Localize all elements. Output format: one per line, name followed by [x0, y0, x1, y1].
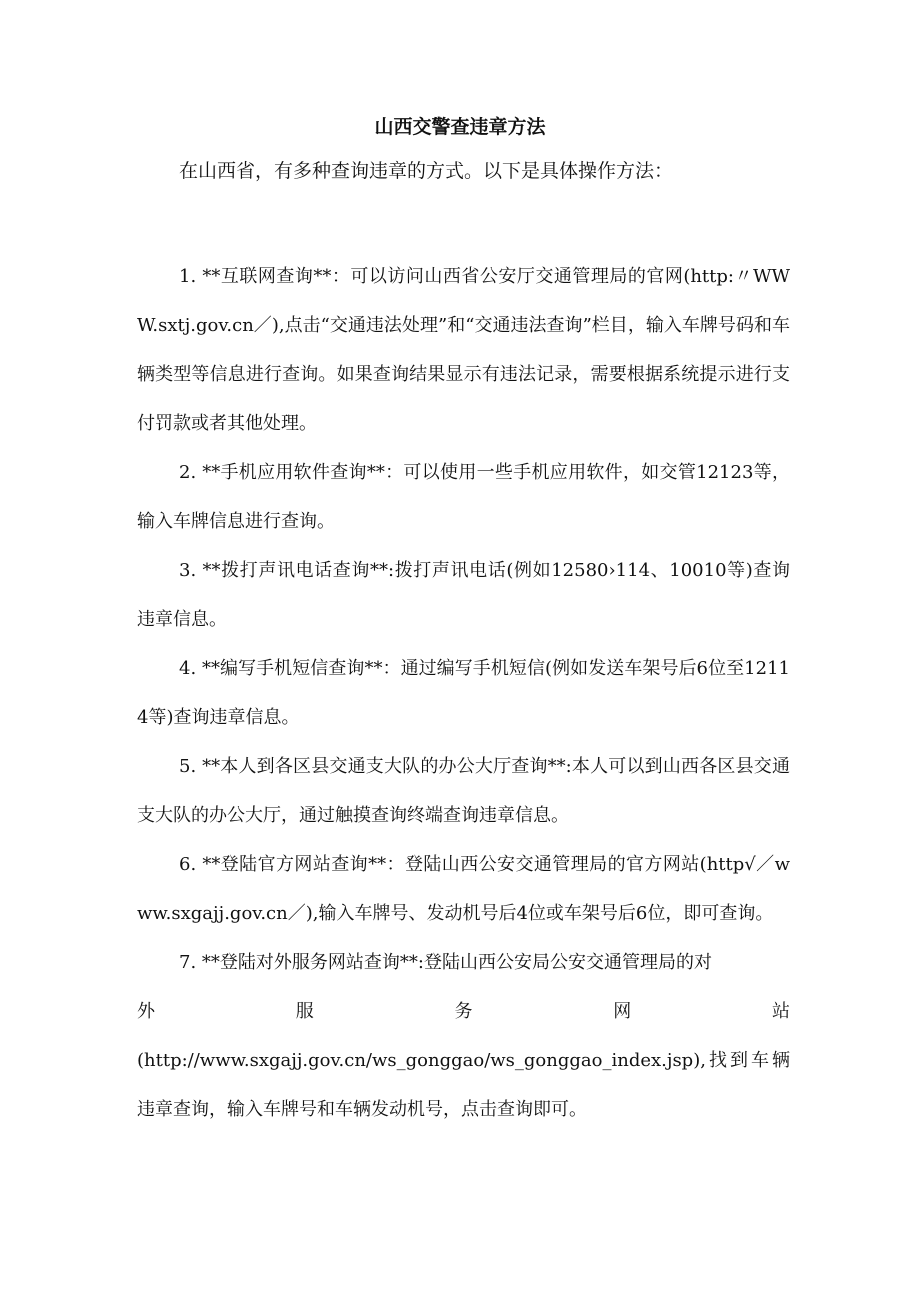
method-item-2: 2. **手机应用软件查询**：可以使用一些手机应用软件，如交管12123等，输入车牌信息进行查询。	[137, 462, 790, 532]
method-item-6: 6. **登陆官方网站查询**：登陆山西公安交通管理局的官方网站(http√／www.sxgajj.gov.cn／),输入车牌号、发动机号后4位或车架号后6位，即可查询。	[137, 854, 790, 924]
method-item-1: 1. **互联网查询**：可以访问山西省公安厅交通管理局的官网(http:〃WWW.sxtj.gov.cn／),点击“交通违法处理”和“交通违法查询”栏目，输入车牌号码和车辆类型等信息进行查询。如果查询结果显示有违法记录，需要根据系统提示进行支付罚款或者其他处理。	[137, 266, 790, 434]
intro-paragraph: 在山西省，有多种查询违章的方式。以下是具体操作方法：	[179, 160, 674, 182]
method-item-7-spread-line	[137, 987, 790, 1036]
method-item-4: 4. **编写手机短信查询**：通过编写手机短信(例如发送车架号后6位至12114等)查询违章信息。	[137, 658, 790, 728]
method-item-7	[137, 938, 790, 1134]
spread-word: 网	[613, 1001, 632, 1022]
spread-word: 务	[454, 1001, 473, 1022]
spread-word: 服	[295, 1001, 314, 1022]
method-list	[137, 252, 790, 1134]
spread-word: 站	[772, 1001, 790, 1022]
method-item-7-first-line: 7. **登陆对外服务网站查询**:登陆山西公安局公安交通管理局的对	[179, 952, 712, 973]
method-item-5: 5. **本人到各区县交通支大队的办公大厅查询**:本人可以到山西各区县交通支大队的办公大厅，通过触摸查询终端查询违章信息。	[137, 756, 790, 826]
document-title: 山西交警查违章方法	[374, 116, 546, 138]
spread-word: 外	[137, 1001, 155, 1022]
method-item-3: 3. **拨打声讯电话查询**:拨打声讯电话(例如12580›114、10010等)查询违章信息。	[137, 560, 790, 630]
method-item-7-rest: (http://www.sxgajj.gov.cn/ws_gonggao/ws_gonggao_index.jsp),找到车辆违章查询，输入车牌号和车辆发动机号，点击查询即可。	[137, 1050, 790, 1120]
